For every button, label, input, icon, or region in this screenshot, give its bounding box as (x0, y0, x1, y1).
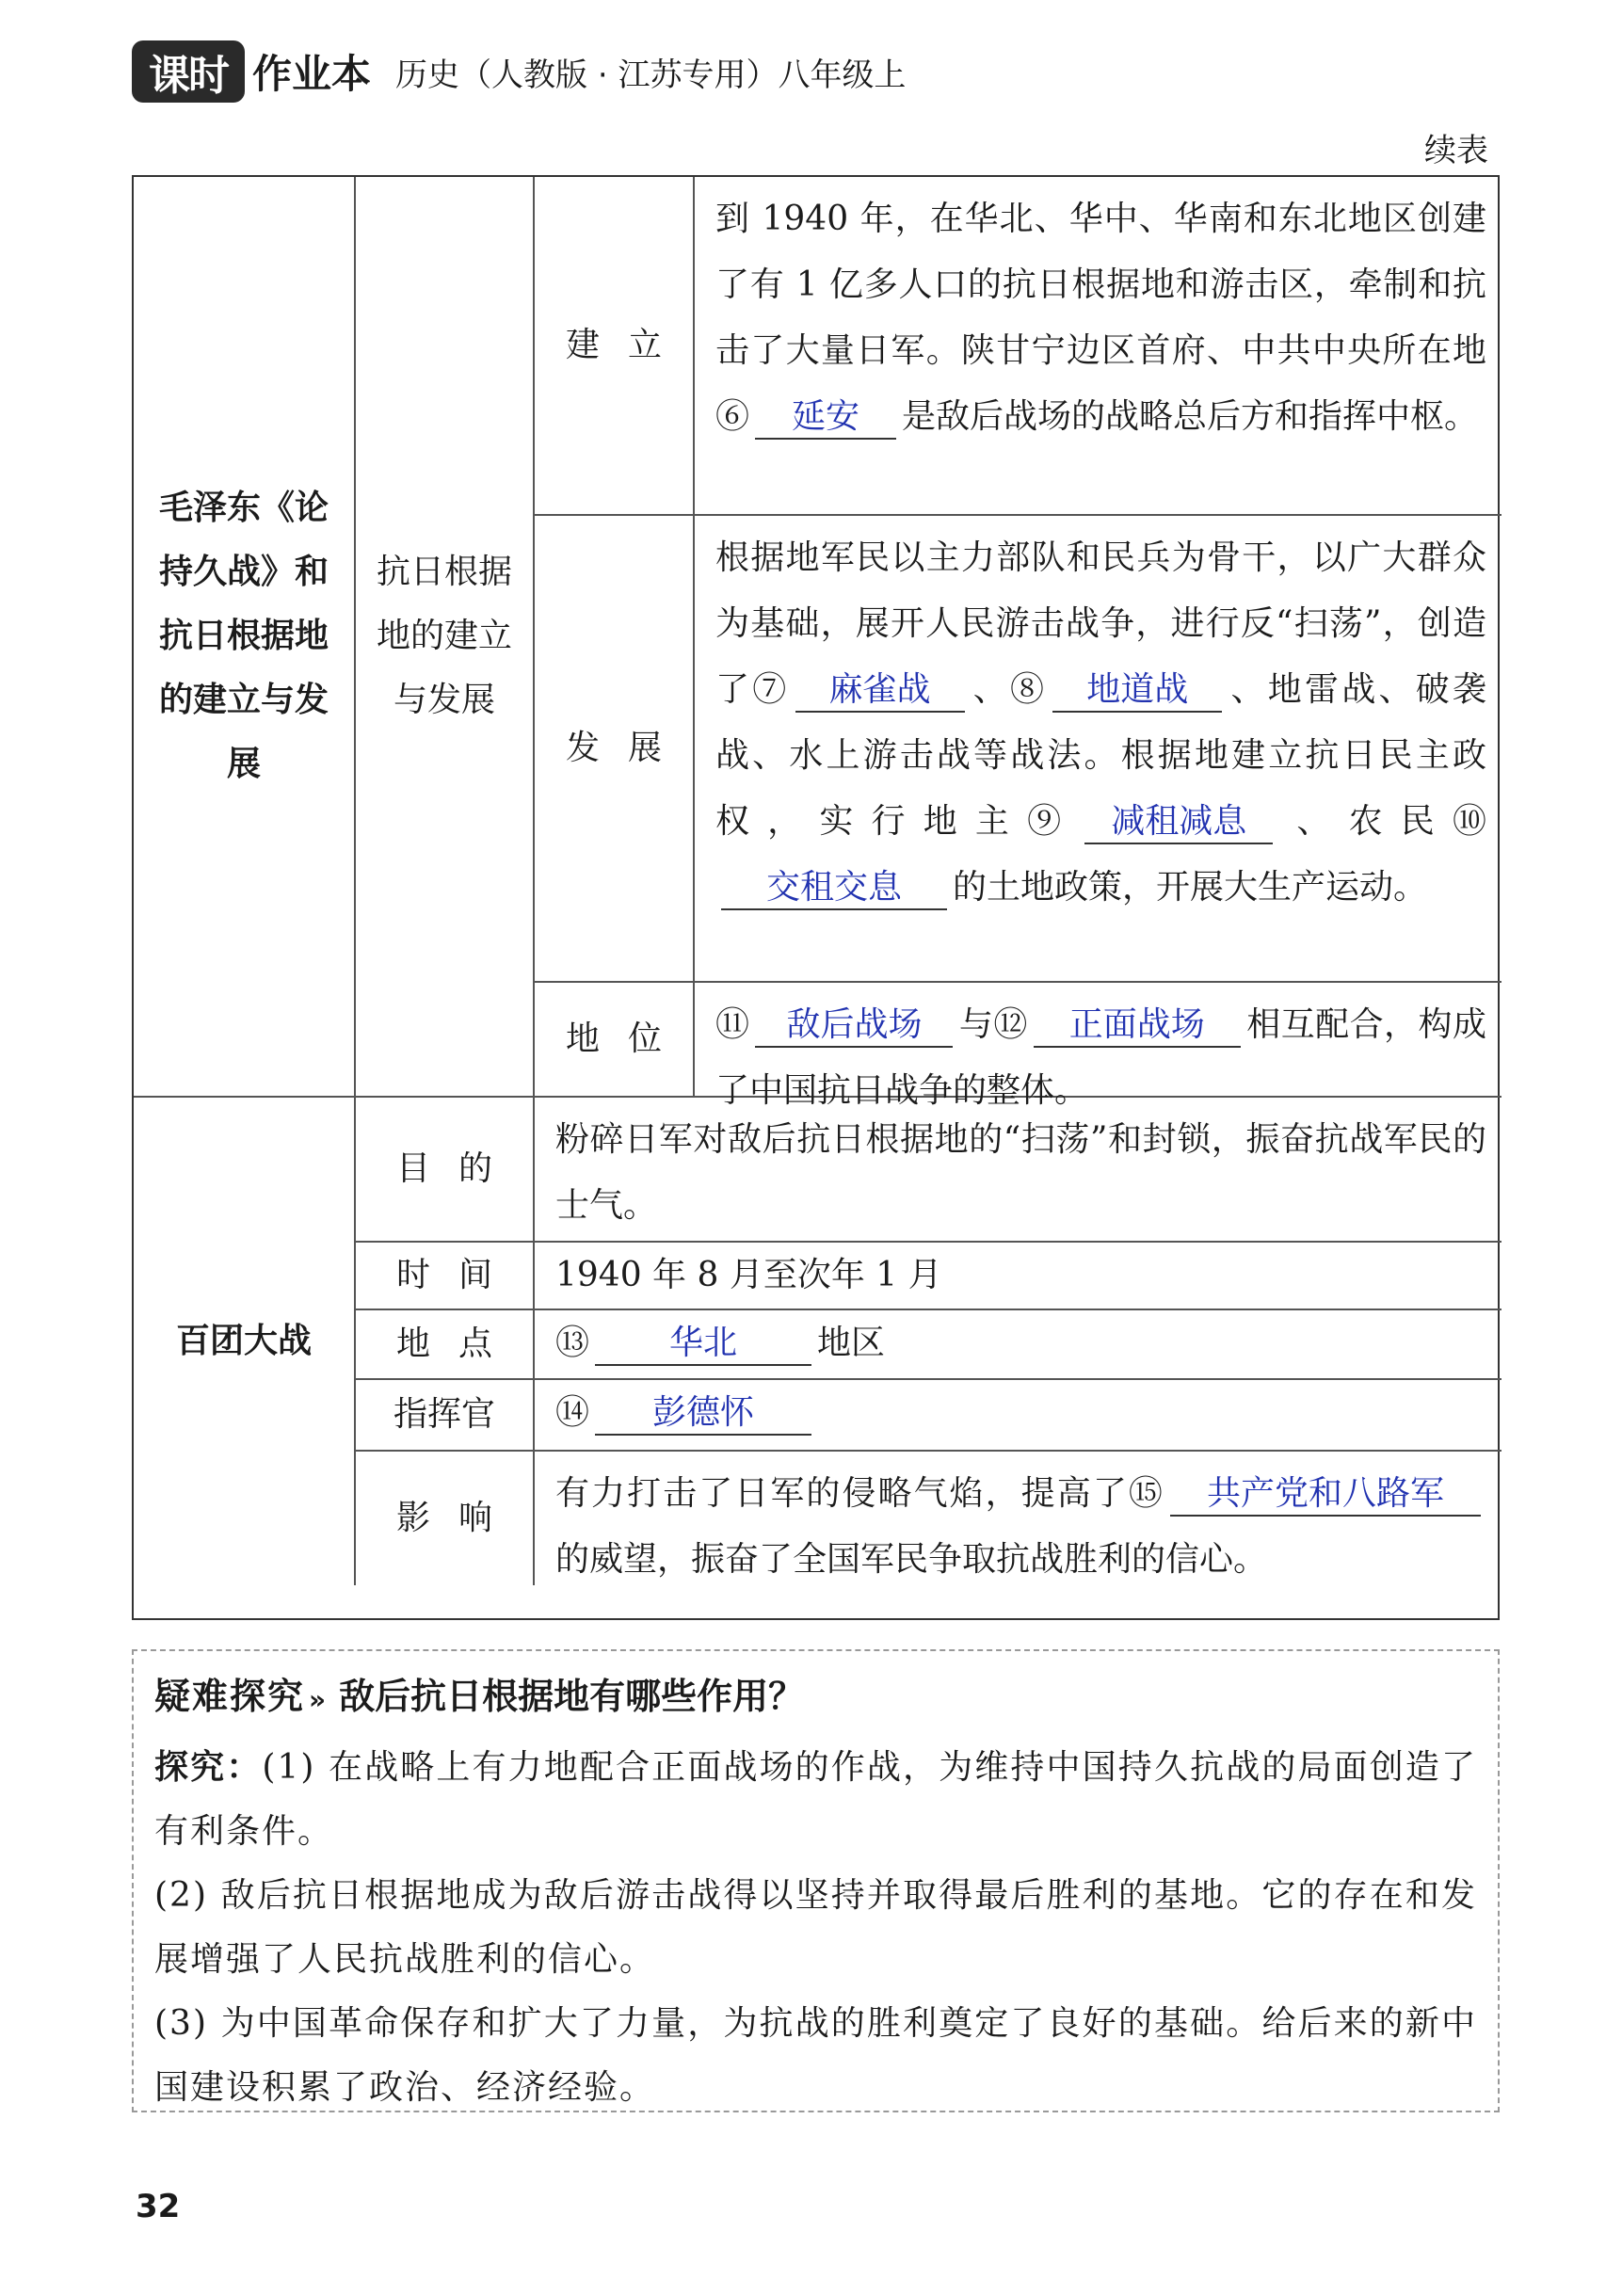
mark-9: ⑨ (1027, 802, 1080, 841)
blank-6 (755, 396, 896, 440)
row-content-develop (695, 516, 1502, 983)
mark-14: ⑭ (555, 1393, 590, 1432)
answer-11: 敌后战场 (786, 1005, 923, 1044)
blank-11 (755, 1004, 953, 1048)
answer-8: 地道战 (1086, 670, 1189, 709)
page-header (132, 34, 906, 109)
page-number: 32 (136, 2188, 181, 2225)
section1-subtitle-text: 抗日根据地的建立与发展 (376, 553, 512, 719)
answer-14: 彭德怀 (652, 1393, 755, 1432)
establish-text-a: 到 1940 年，在华北、华中、华南和东北地区创建了有 1 亿多人口的抗日根据地和游击区，牵制和抗击了大量日军。陕甘宁边区首府、中共中央所在地 (715, 200, 1486, 370)
row-label-purpose: 目的 (356, 1098, 535, 1243)
row-content-status (695, 983, 1502, 1110)
explore-paragraph-1 (154, 1736, 1477, 1864)
status-text-a: 与 (958, 1005, 994, 1044)
row-content-time: 1940 年 8 月至次年 1 月 (535, 1243, 1502, 1310)
impact-text-b: 的威望，振奋了全国军民争取抗战胜利的信心。 (555, 1540, 1268, 1579)
blank-9 (1084, 801, 1273, 844)
double-arrow-icon: » (309, 1684, 327, 1715)
place-text: 地区 (817, 1324, 886, 1362)
blank-8 (1052, 669, 1222, 713)
section1-title-text: 毛泽东《论持久战》和抗日根据地的建立与发展 (158, 489, 329, 783)
mark-10: ⑩ (1452, 802, 1486, 841)
mark-15: ⑮ (1128, 1474, 1164, 1513)
row-label-status: 地位 (535, 983, 695, 1098)
subject-title: 历史（人教版 · 江苏专用）八年级上 (395, 56, 907, 94)
answer-9: 减租减息 (1111, 802, 1247, 841)
explore-paragraph-3: (3) 为中国革命保存和扩大了力量，为抗战的胜利奠定了良好的基础。给后来的新中国建设积累了政治、经济经验。 (154, 2004, 1477, 2107)
row-label-establish: 建立 (535, 177, 695, 516)
row-label-commander: 指挥官 (356, 1380, 535, 1452)
develop-text-d: 的土地政策，开展大生产运动。 (953, 868, 1428, 907)
row-content-purpose: 粉碎日军对敌后抗日根据地的“扫荡”和封锁，振奋抗战军民的士气。 (535, 1098, 1502, 1243)
explore-question: 敌后抗日根据地有哪些作用？ (339, 1676, 805, 1717)
row-label-impact: 影响 (356, 1452, 535, 1585)
continued-label: 续表 (1424, 132, 1488, 169)
mark-11: ⑪ (715, 1005, 750, 1044)
mark-6: ⑥ (715, 397, 750, 436)
logo: 课时 (132, 40, 245, 103)
develop-text-c: 、农民 (1278, 802, 1453, 841)
develop-text-a: 根据地军民以主力部队和民兵为骨干，以广大群众为基础，展开人民游击战争，进行反“扫荡”，创造了 (715, 538, 1486, 709)
row-label-time: 时间 (356, 1243, 535, 1310)
blank-7 (795, 669, 965, 713)
section1-subtitle (356, 177, 535, 1098)
blank-14 (595, 1392, 811, 1436)
explore-title (154, 1661, 1477, 1736)
develop-sep: 、 (970, 670, 1010, 709)
history-table (132, 175, 1500, 1620)
mark-12: ⑫ (993, 1005, 1028, 1044)
status-text-b: 相互配合，构成了中国抗日战争的整体。 (715, 1005, 1486, 1110)
row-content-commander (535, 1380, 1502, 1452)
blank-10 (721, 867, 947, 910)
section2-title: 百团大战 (134, 1098, 356, 1585)
explore-label: 探究： (154, 1748, 263, 1787)
blank-15 (1170, 1473, 1481, 1517)
row-content-establish (695, 177, 1502, 516)
section1-title (134, 177, 356, 1098)
explore-box (132, 1649, 1500, 2112)
answer-13: 华北 (669, 1324, 738, 1362)
mark-13: ⑬ (555, 1324, 590, 1362)
answer-15: 共产党和八路军 (1206, 1474, 1444, 1513)
establish-text-b: 是敌后战场的战略总后方和指挥中枢。 (902, 397, 1479, 436)
explore-tag: 疑难探究 (154, 1676, 306, 1717)
blank-12 (1034, 1004, 1241, 1048)
explore-p1-text: (1) 在战略上有力地配合正面战场的作战，为维持中国持久抗战的局面创造了有利条件。 (154, 1748, 1477, 1851)
brand-title: 作业本 (252, 51, 372, 97)
row-label-develop: 发展 (535, 516, 695, 983)
answer-10: 交租交息 (765, 868, 902, 907)
impact-text-a: 有力打击了日军的侵略气焰，提高了 (555, 1474, 1129, 1513)
develop-text-b: 、地雷战、破袭战、水上游击战等战法。根据地建立抗日民主政权，实行地主 (715, 670, 1486, 841)
mark-7: ⑦ (752, 670, 790, 709)
row-content-place (535, 1310, 1502, 1380)
row-content-impact (535, 1452, 1502, 1585)
blank-13 (595, 1323, 811, 1366)
row-label-place: 地点 (356, 1310, 535, 1380)
answer-7: 麻雀战 (828, 670, 931, 709)
answer-6: 延安 (792, 397, 860, 436)
explore-paragraph-2: (2) 敌后抗日根据地成为敌后游击战得以坚持并取得最后胜利的基地。它的存在和发展增强了人民抗战胜利的信心。 (154, 1876, 1477, 1979)
mark-8: ⑧ (1010, 670, 1048, 709)
answer-12: 正面战场 (1068, 1005, 1205, 1044)
